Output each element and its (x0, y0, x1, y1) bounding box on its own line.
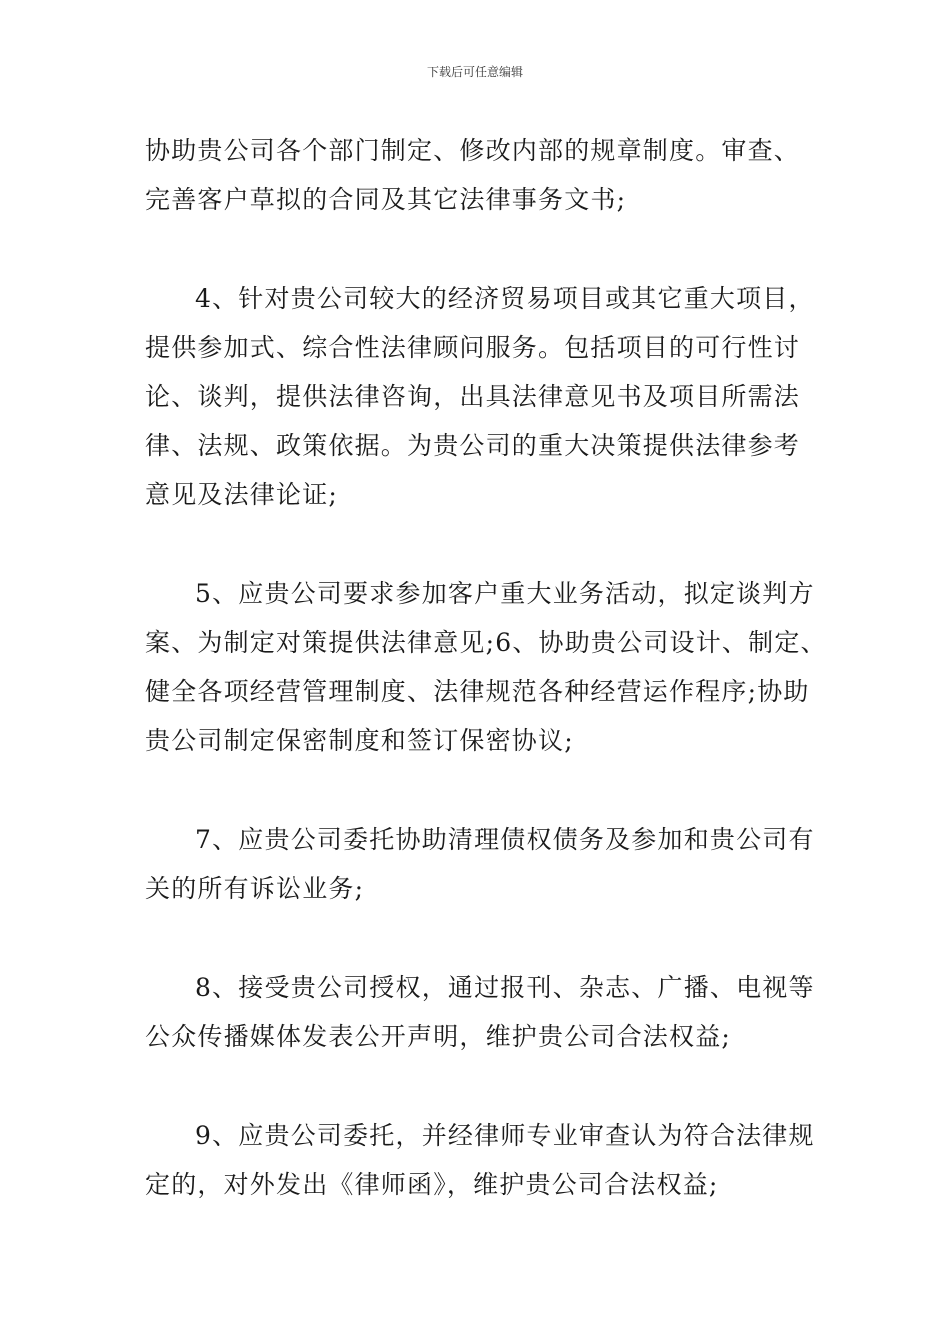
paragraph-line: 贵公司制定保密制度和签订保密协议; (145, 726, 574, 755)
paragraph-line: 律、法规、政策依据。为贵公司的重大决策提供法律参考 (145, 431, 801, 460)
paragraph-line: 健全各项经营管理制度、法律规范各种经营运作程序;协助 (145, 677, 810, 706)
paragraph-line: 公众传播媒体发表公开声明，维护贵公司合法权益; (145, 1022, 732, 1051)
paragraph-line: 意见及法律论证; (145, 480, 339, 509)
paragraph-line: 论、谈判，提供法律咨询，出具法律意见书及项目所需法 (145, 382, 801, 411)
paragraph-line: 关的所有诉讼业务; (145, 874, 365, 903)
paragraph-line: 定的，对外发出《律师函》，维护贵公司合法权益; (145, 1170, 719, 1199)
page-header: 下载后可任意编辑 (426, 65, 523, 79)
paragraph-item-8 (145, 963, 835, 1061)
paragraph-line: 完善客户草拟的合同及其它法律事务文书; (145, 185, 627, 214)
paragraph-item-5 (145, 569, 835, 765)
paragraph-line: 4、针对贵公司较大的经济贸易项目或其它重大项目， (195, 284, 815, 313)
paragraph-line: 协助贵公司各个部门制定、修改内部的规章制度。审查、 (145, 136, 801, 165)
paragraph-1 (145, 126, 835, 224)
paragraph-line: 9、应贵公司委托，并经律师专业审查认为符合法律规 (195, 1121, 815, 1150)
paragraph-line: 7、应贵公司委托协助清理债权债务及参加和贵公司有 (195, 825, 815, 854)
paragraph-item-4 (145, 274, 835, 519)
paragraph-line: 8、接受贵公司授权，通过报刊、杂志、广播、电视等 (195, 973, 815, 1002)
paragraph-line: 提供参加式、综合性法律顾问服务。包括项目的可行性讨 (145, 333, 801, 362)
paragraph-item-9 (145, 1111, 835, 1209)
paragraph-line: 5、应贵公司要求参加客户重大业务活动，拟定谈判方 (195, 579, 815, 608)
document-body (145, 126, 835, 1209)
paragraph-line: 案、为制定对策提供法律意见;6、协助贵公司设计、制定、 (145, 628, 827, 657)
paragraph-item-7 (145, 815, 835, 913)
